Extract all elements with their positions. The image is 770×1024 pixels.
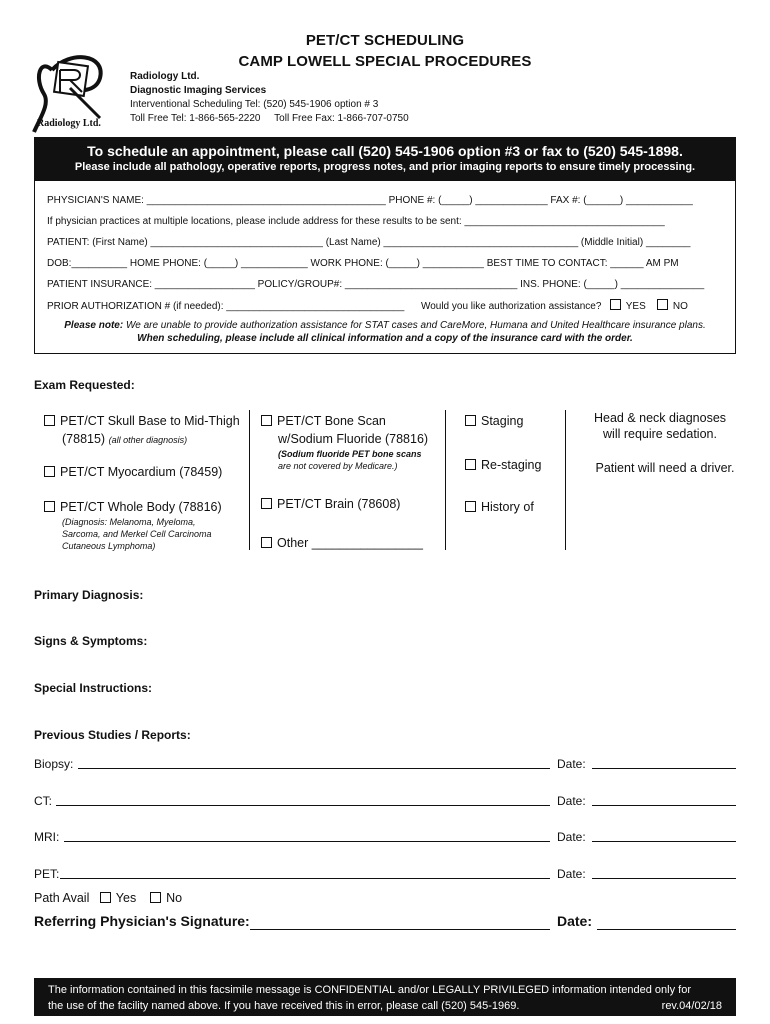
path-avail-label: Path Avail [34,891,90,905]
scheduling-note: When scheduling, please include all clinical information and a copy of the insurance card with the order. [137,333,633,344]
whole-body-note3: Cutaneous Lymphoma) [62,541,156,551]
dob-phone-row[interactable]: DOB:__________ HOME PHONE: (_____) ____________ WORK PHONE: (_____) ___________ BEST TIME TO CONTACT: ______ AM PM [47,258,679,269]
restaging-checkbox[interactable] [465,459,476,470]
staging-option[interactable] [465,414,523,428]
mri-label: MRI: [34,830,60,844]
other-label: Other ________________ [277,536,423,550]
company-tel: Interventional Scheduling Tel: (520) 545-1906 option # 3 [130,99,379,110]
exam-requested-heading: Exam Requested: [34,378,135,392]
company-name: Radiology Ltd. [130,71,200,82]
ct-label: CT: [34,794,52,808]
bone-scan-notes [278,448,422,472]
path-yes-label: Yes [115,891,137,905]
pet-date-label: Date: [557,867,586,881]
driver-note: Patient will need a driver. [595,461,735,475]
pet-label: PET: [34,867,60,881]
sedation-line1: Head & neck diagnoses [593,411,727,425]
mri-date-label: Date: [557,830,586,844]
signs-symptoms-label: Signs & Symptoms: [34,634,148,648]
special-instructions-label: Special Instructions: [34,681,153,695]
ct-field[interactable] [56,805,550,806]
address-row[interactable]: If physician practices at multiple locations, please include address for these results to be sent: ____________________________________ [47,216,665,227]
whole-body-note1: (Diagnosis: Melanoma, Myeloma, [62,517,196,527]
myocardium-checkbox[interactable] [44,466,55,477]
confidentiality-footer [34,978,736,1016]
biopsy-date-field[interactable] [592,768,736,769]
authorization-yes-label: YES [625,301,646,312]
bone-scan-note2: are not covered by Medicare.) [278,461,398,471]
skull-base-note: (all other diagnosis) [108,435,188,445]
path-no-checkbox[interactable] [150,892,161,903]
myocardium-label: PET/CT Myocardium (78459) [60,465,223,479]
path-no-label: No [166,891,183,905]
ct-date-label: Date: [557,794,586,808]
note-label: Please note: [64,320,124,331]
patient-name-row[interactable]: PATIENT: (First Name) _______________________________ (Last Name) ___________________________________ (Middle Initial) ________ [47,237,691,248]
history-checkbox[interactable] [465,501,476,512]
skull-base-label: PET/CT Skull Base to Mid-Thigh [60,414,240,428]
whole-body-notes [62,516,212,552]
bone-scan-label-2: w/Sodium Fluoride (78816) [278,432,429,446]
exam-divider-3 [565,410,566,550]
exam-divider-1 [249,410,250,550]
skull-base-code-line [62,432,187,446]
exam-divider-2 [445,410,446,550]
exam-other[interactable] [261,536,423,550]
banner-line2: Please include all pathology, operative reports, progress notes, and prior imaging reports to ensure timely processing. [74,161,696,173]
exam-bone-scan[interactable] [261,414,386,428]
mri-field[interactable] [64,841,550,842]
whole-body-label: PET/CT Whole Body (78816) [60,500,222,514]
exam-whole-body[interactable] [44,500,222,514]
biopsy-label: Biopsy: [34,757,74,771]
staging-checkbox[interactable] [465,415,476,426]
brain-checkbox[interactable] [261,498,272,509]
insurance-row[interactable]: PATIENT INSURANCE: __________________ POLICY/GROUP#: _______________________________ INS. PHONE: (_____) _______________ [47,279,705,290]
ct-date-field[interactable] [592,805,736,806]
biopsy-date-label: Date: [557,757,586,771]
exam-skull-base[interactable] [44,414,240,428]
authorization-no-checkbox[interactable] [657,299,668,310]
authorization-label: PRIOR AUTHORIZATION # (if needed): ________________________________ Would you like authorization assistance? [47,301,602,312]
instructions-banner [34,137,736,181]
exam-brain[interactable] [261,497,400,511]
sedation-line2: will require sedation. [603,427,717,441]
signature-date-field[interactable] [597,929,736,930]
biopsy-field[interactable] [78,768,550,769]
authorization-note [34,320,736,331]
sedation-note [580,410,740,442]
history-label: History of [481,500,534,514]
authorization-yes-checkbox[interactable] [610,299,621,310]
exam-myocardium[interactable] [44,465,222,479]
whole-body-note2: Sarcoma, and Merkel Cell Carcinoma [62,529,212,539]
company-tollfree: Toll Free Tel: 1-866-565-2220 Toll Free Fax: 1-866-707-0750 [130,113,409,124]
staging-label: Staging [481,414,524,428]
authorization-row [47,299,688,312]
footer-line1: The information contained in this facsimile message is CONFIDENTIAL and/or LEGALLY PRIVILEGED information intended only for [48,984,691,996]
logo-text: Radiology Ltd. [37,118,101,129]
restaging-label: Re-staging [481,458,542,472]
path-yes-checkbox[interactable] [100,892,111,903]
footer-line2: the use of the facility named above. If you have received this in error, please call (520) 545-1969. [48,1000,520,1012]
company-dept: Diagnostic Imaging Services [130,85,267,96]
other-checkbox[interactable] [261,537,272,548]
signature-date-label: Date: [557,913,593,929]
path-avail-row [34,891,182,905]
bone-scan-label: PET/CT Bone Scan [277,414,386,428]
banner-line1: To schedule an appointment, please call (520) 545-1906 option #3 or fax to (520) 545-1898. [87,143,683,159]
history-option[interactable] [465,500,534,514]
primary-diagnosis-label: Primary Diagnosis: [34,588,144,602]
bone-scan-checkbox[interactable] [261,415,272,426]
skull-base-checkbox[interactable] [44,415,55,426]
mri-date-field[interactable] [592,841,736,842]
note-text: We are unable to provide authorization assistance for STAT cases and CareMore, Humana and United Healthcare insurance plans. [123,320,706,331]
restaging-option[interactable] [465,458,541,472]
bone-scan-note1: (Sodium fluoride PET bone scans [278,449,422,459]
physician-row[interactable]: PHYSICIAN'S NAME: ___________________________________________ PHONE #: (_____) _____________ FAX #: (______) ____________ [47,195,693,206]
brain-label: PET/CT Brain (78608) [277,497,401,511]
revision-date: rev.04/02/18 [661,1000,722,1012]
signature-field[interactable] [250,929,550,930]
signature-label: Referring Physician's Signature: [34,913,250,929]
form-title: PET/CT SCHEDULING [305,32,465,49]
pet-date-field[interactable] [592,878,736,879]
pet-field[interactable] [60,878,550,879]
form-subtitle: CAMP LOWELL SPECIAL PROCEDURES [238,53,532,70]
previous-studies-label: Previous Studies / Reports: [34,728,191,742]
skull-base-code: (78815) [62,432,106,446]
whole-body-checkbox[interactable] [44,501,55,512]
authorization-no-label: NO [672,301,688,312]
company-info [130,70,409,126]
